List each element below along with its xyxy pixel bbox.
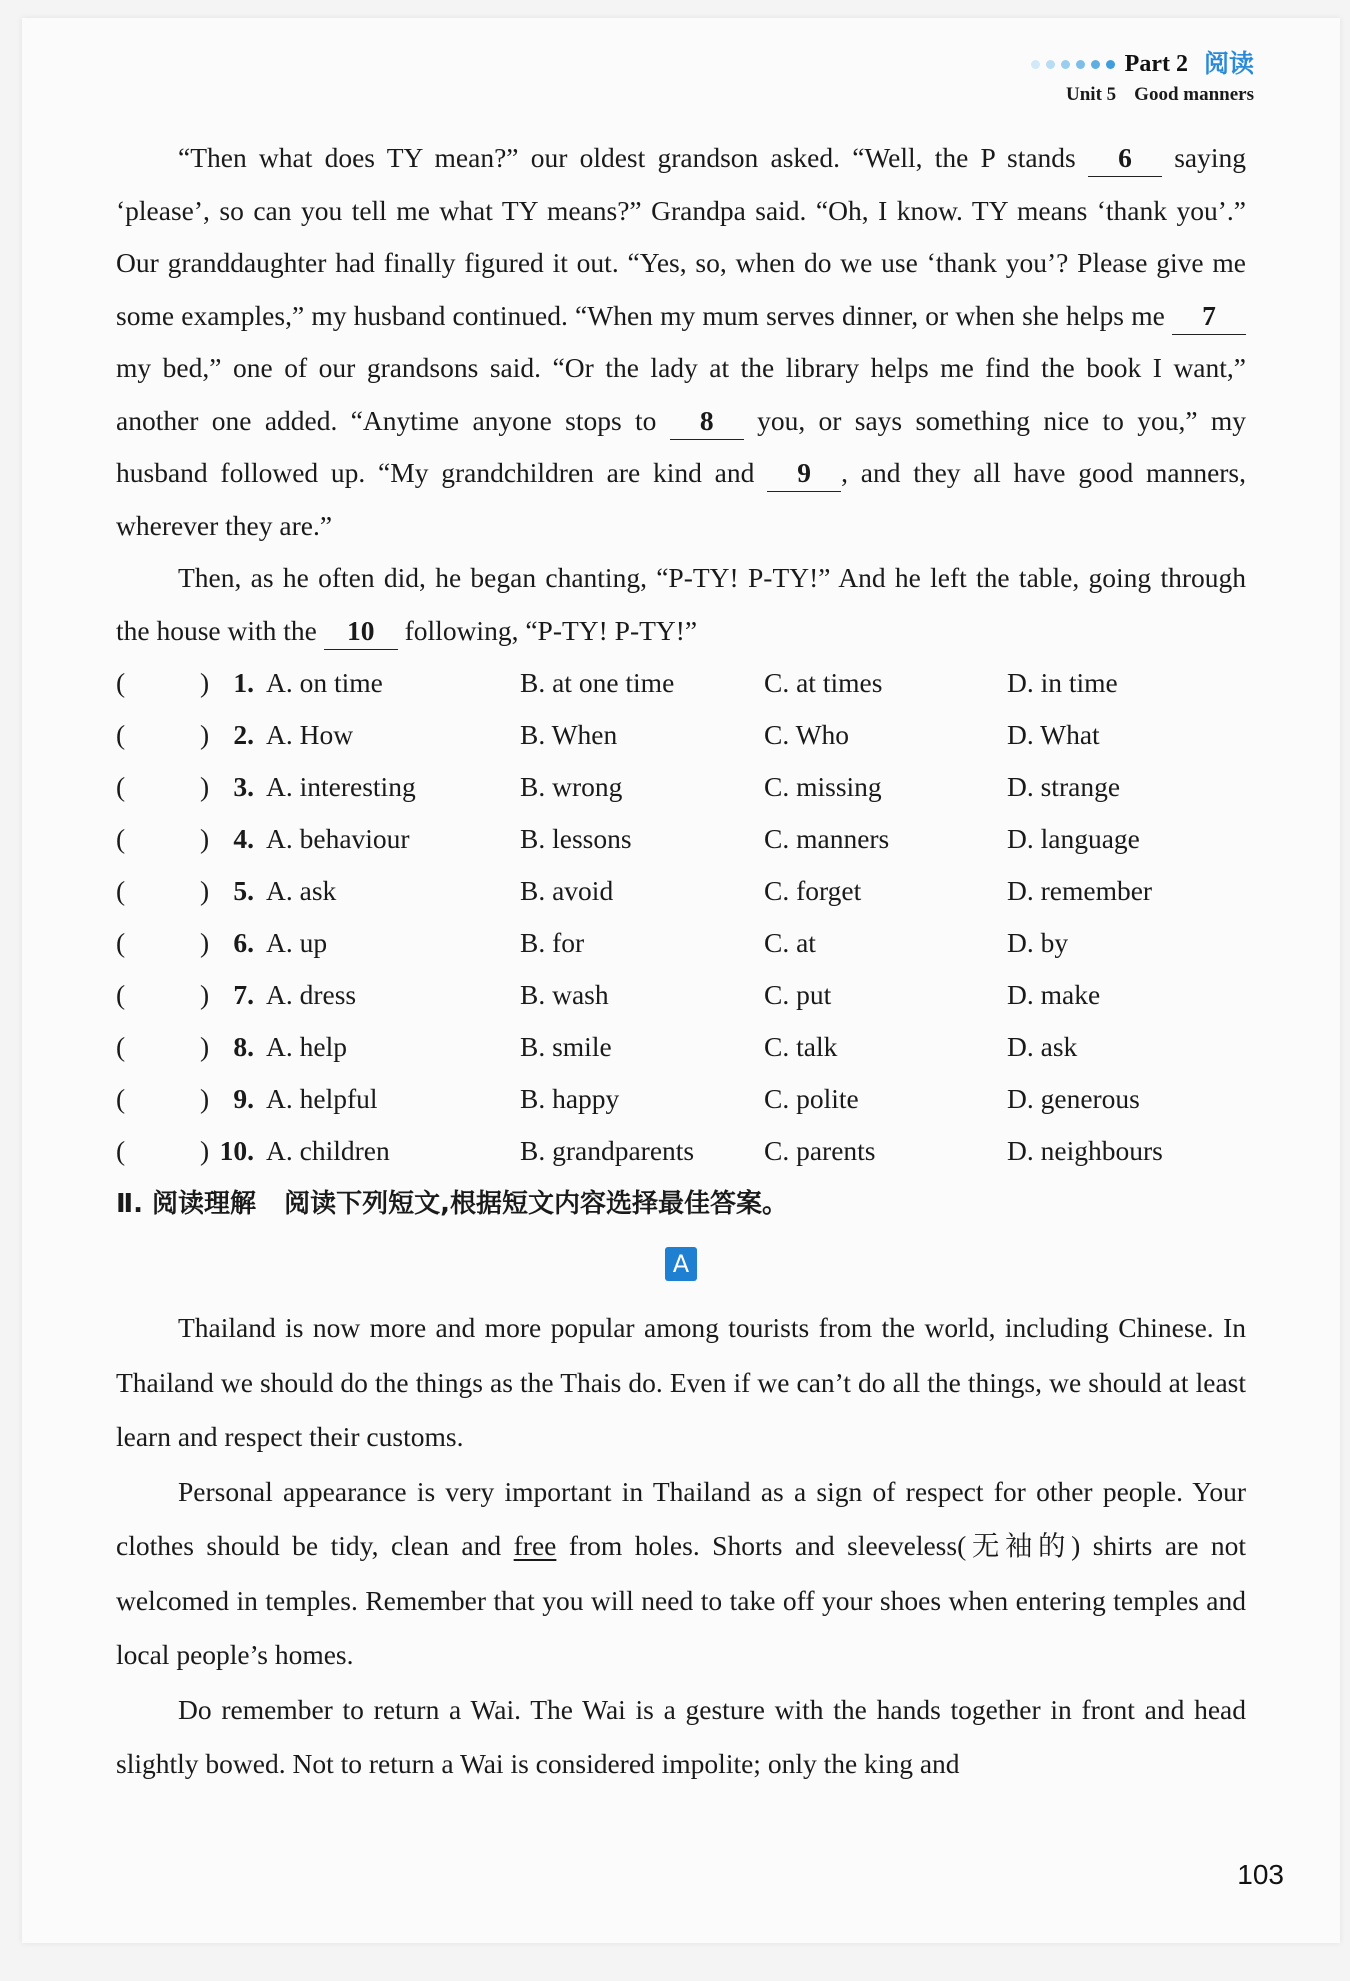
answer-paren-right: ) [200,927,210,958]
option-d: D. generous [1007,1083,1140,1114]
story-text: , and they all have good manners, wherever they are.” [116,457,1247,541]
option-c: C. at [764,927,816,958]
option-a: A. interesting [266,771,416,802]
dot-icon [1076,60,1085,69]
question-row [116,1125,1246,1177]
answer-paren-left[interactable]: ( [116,1135,126,1166]
question-row [116,865,1246,917]
blank-6: 6 [1088,140,1162,177]
underlined-word-free: free [513,1530,557,1561]
dot-icon [1046,60,1055,69]
dot-icon [1091,60,1100,69]
option-c: C. at times [764,667,883,698]
answer-paren-left[interactable]: ( [116,979,126,1010]
story-text: “Then what does TY mean?” our oldest grandson asked. “Well, the P stands [178,142,1076,173]
question-row [116,1073,1246,1125]
story-text: following, “P-TY! P-TY!” [404,614,698,646]
section-label: Ⅱ. 阅读理解 [116,1189,257,1219]
option-d: D. make [1007,979,1101,1010]
question-row [116,761,1246,813]
blank-9: 9 [767,455,841,492]
option-b: B. for [520,927,585,958]
multiple-choice-options [116,657,1246,1177]
option-b: B. happy [520,1083,620,1114]
option-c: C. Who [764,719,850,750]
option-c: C. put [764,979,832,1010]
option-d: D. language [1007,823,1140,854]
answer-paren-left[interactable]: ( [116,823,126,854]
question-number: 6. [233,927,254,958]
option-a: A. behaviour [266,823,410,854]
question-row [116,917,1246,969]
textbook-page [22,18,1340,1943]
question-row [116,1021,1246,1073]
passage-badge: A [665,1247,697,1281]
option-c: C. parents [764,1135,876,1166]
passage-text: Personal appearance is very important in Thailand as a sign of respect for other people. Your clothes should be tidy, clean and [116,1475,1246,1561]
option-d: D. strange [1007,771,1121,802]
option-b: B. wash [520,979,609,1010]
answer-paren-left[interactable]: ( [116,771,126,802]
section-heading [116,1179,1246,1229]
option-d: D. by [1007,927,1069,958]
option-a: A. up [266,927,328,958]
option-b: B. at one time [520,667,675,698]
answer-paren-right: ) [200,771,210,802]
answer-paren-right: ) [200,823,210,854]
story-paragraph-2 [116,552,1246,657]
blank-10: 10 [324,613,398,650]
option-b: B. lessons [520,823,632,854]
story-text: you, or says something nice to you,” my husband followed up. “My grandchildren are kind and [116,404,1246,488]
question-row [116,969,1246,1021]
option-c: C. polite [764,1083,859,1114]
answer-paren-right: ) [200,1083,210,1114]
dot-icon [1106,60,1115,69]
option-a: A. dress [266,979,357,1010]
question-row [116,813,1246,865]
option-c: C. missing [764,771,882,802]
answer-paren-right: ) [200,875,210,906]
option-a: A. on time [266,667,383,698]
option-c: C. talk [764,1031,838,1062]
story-paragraph-1 [116,132,1246,552]
option-a: A. ask [266,875,337,906]
question-number: 8. [233,1031,254,1062]
answer-paren-left[interactable]: ( [116,667,126,698]
question-number: 4. [233,823,254,854]
answer-paren-right: ) [200,667,210,698]
question-row [116,657,1246,709]
answer-paren-right: ) [200,979,210,1010]
option-b: B. When [520,719,618,750]
option-a: A. helpful [266,1083,378,1114]
page-number: 103 [1237,1859,1284,1890]
answer-paren-left[interactable]: ( [116,1031,126,1062]
option-b: B. grandparents [520,1135,695,1166]
part-label: Part 2 [1124,51,1188,77]
unit-title: Good manners [1134,84,1254,105]
question-row [116,709,1246,761]
dot-icon [1031,60,1040,69]
question-number: 2. [233,719,254,750]
blank-7: 7 [1172,298,1246,335]
option-d: D. in time [1007,667,1118,698]
answer-paren-right: ) [200,719,210,750]
passage-paragraph-3: Do remember to return a Wai. The Wai is a gesture with the hands together in front and head slightly bowed. Not to return a Wai is considered impolite; only the king and [116,1693,1246,1779]
question-number: 7. [233,979,254,1010]
answer-paren-left[interactable]: ( [116,1083,126,1114]
option-b: B. avoid [520,875,614,906]
passage-paragraph-1: Thailand is now more and more popular among tourists from the world, including Chinese. In Thailand we should do the things as the Thais do. Even if we can’t do all the things, we should at least learn and respect their customs. [116,1312,1246,1452]
answer-paren-left[interactable]: ( [116,875,126,906]
section-instruction: 阅读下列短文,根据短文内容选择最佳答案。 [284,1189,788,1219]
page-content [116,132,1246,1792]
page-header [1031,46,1254,108]
dot-icon [1061,60,1070,69]
option-b: B. wrong [520,771,623,802]
option-c: C. forget [764,875,862,906]
question-number: 9. [233,1083,254,1114]
option-d: D. remember [1007,875,1153,906]
decorative-dots [1031,60,1115,69]
answer-paren-left[interactable]: ( [116,719,126,750]
passage-text: from holes. Shorts and sleeveless(无袖的) shirts are not welcomed in temples. Remember that you will need to take off your shoes when entering temples and local people’s homes. [116,1530,1247,1670]
question-number: 3. [233,771,254,802]
passage-a [116,1301,1246,1792]
option-c: C. manners [764,823,890,854]
option-d: D. What [1007,719,1100,750]
blank-8: 8 [670,403,744,440]
answer-paren-right: ) [200,1135,210,1166]
option-d: D. neighbours [1007,1135,1163,1166]
passage-paragraph-2 [116,1465,1246,1683]
question-number: 5. [233,875,254,906]
unit-label: Unit 5 [1066,84,1117,105]
option-a: A. children [266,1135,390,1166]
part-chinese-label: 阅读 [1203,49,1254,78]
story-text: saying ‘please’, so can you tell me what TY means?” Grandpa said. “Oh, I know. TY means ‘thank you’.” Our granddaughter had finally figured it out. “Yes, so, when do we use ‘thank you’? Please give me some examples,” my husband continued. “When my mum serves dinner, or when she helps me [116,142,1247,331]
answer-paren-right: ) [200,1031,210,1062]
option-b: B. smile [520,1031,612,1062]
question-number: 10. [219,1135,254,1166]
option-d: D. ask [1007,1031,1078,1062]
story-text: Then, as he often did, he began chanting, “P-TY! P-TY!” And he left the table, going through the house with the [116,562,1246,646]
option-a: A. How [266,719,354,750]
story-text: my bed,” one of our grandsons said. “Or the lady at the library helps me find the book I want,” another one added. “Anytime anyone stops to [116,352,1246,436]
option-a: A. help [266,1031,347,1062]
question-number: 1. [233,667,254,698]
answer-paren-left[interactable]: ( [116,927,126,958]
